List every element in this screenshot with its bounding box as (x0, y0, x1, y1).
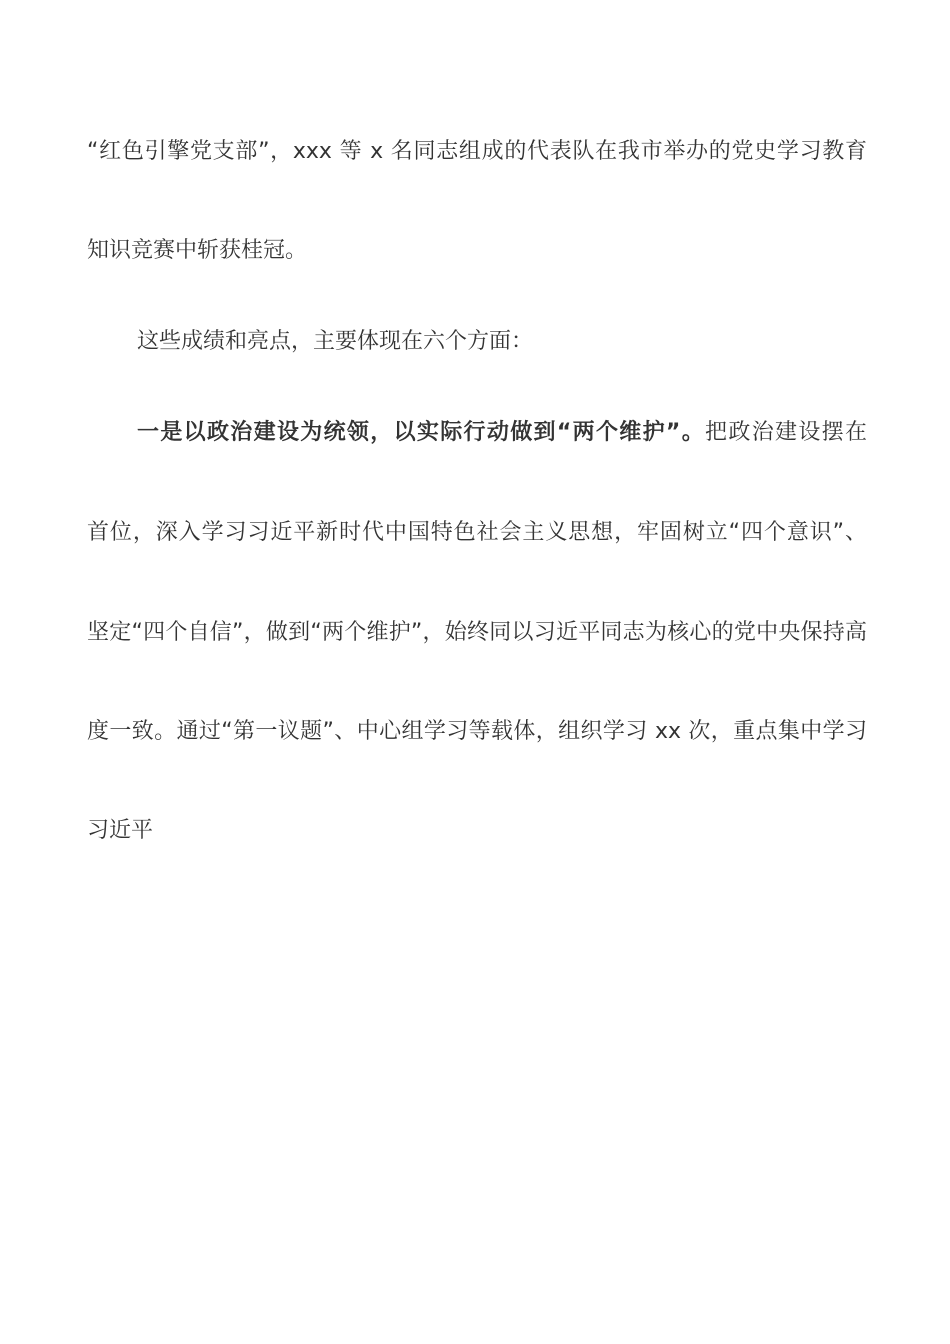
paragraph-1-line-2: 知识竞赛中斩获桂冠。 (87, 238, 308, 263)
paragraph-3-line-3: 坚定“四个自信”，做到“两个维护”，始终同以习近平同志为核心的党中央保持高 (87, 620, 867, 645)
paragraph-3-line-4: 度一致。通过“第一议题”、中心组学习等载体，组织学习 xx 次，重点集中学习 (87, 719, 867, 744)
paragraph-3-line-2: 首位，深入学习习近平新时代中国特色社会主义思想，牢固树立“四个意识”、 (87, 520, 867, 545)
paragraph-3-line-1-rest: 把政治建设摆在 (705, 420, 867, 445)
paragraph-3-heading: 一是以政治建设为统领，以实际行动做到“两个维护”。 (137, 420, 706, 445)
paragraph-3-line-1 (137, 418, 867, 448)
paragraph-1-line-1: “红色引擎党支部”，xxx 等 x 名同志组成的代表队在我市举办的党史学习教育 (87, 139, 867, 164)
paragraph-3-line-5: 习近平 (87, 818, 154, 843)
paragraph-2-line-1: 这些成绩和亮点，主要体现在六个方面： (137, 329, 534, 354)
